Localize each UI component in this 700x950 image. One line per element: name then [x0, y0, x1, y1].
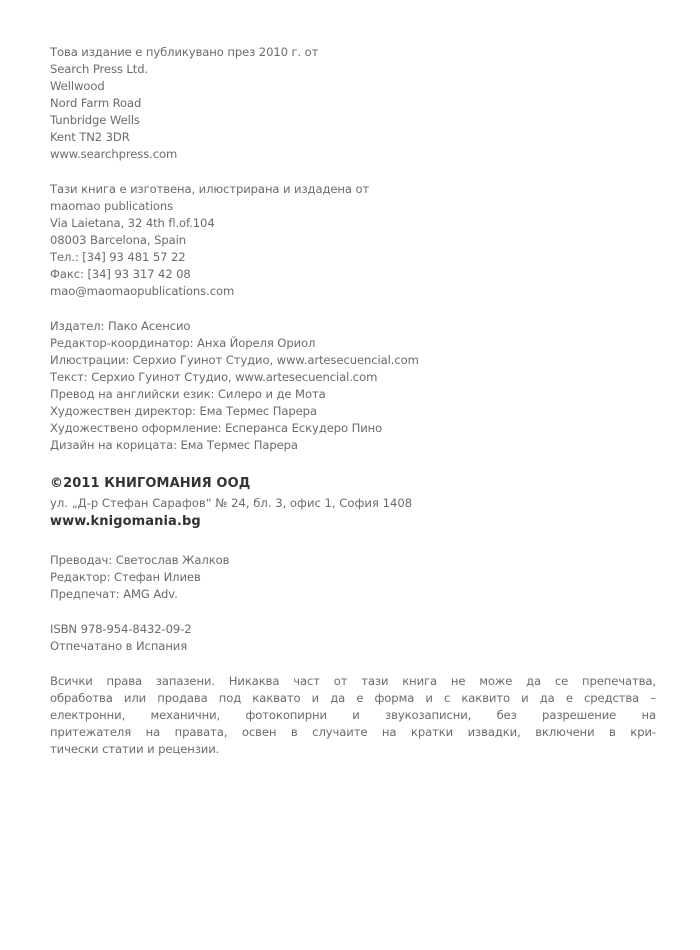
publisher-line: Tunbridge Wells — [50, 113, 140, 127]
credit-line: Илюстрации: Серхио Гуинот Студио, www.artesecuencial.com — [50, 353, 419, 367]
credit-line: Редактор-координатор: Анха Йореля Ориол — [50, 336, 316, 350]
producer-email: mao@maomaopublications.com — [50, 284, 235, 298]
credit-line: Текст: Серхио Гуинот Студио, www.artesecuencial.com — [50, 370, 378, 384]
publisher-line: Wellwood — [50, 79, 105, 93]
rights-line: тически статии и рецензии. — [50, 742, 220, 756]
producer-phone: Тел.: [34] 93 481 57 22 — [50, 250, 186, 264]
credit-line: Превод на английски език: Силеро и де Мота — [50, 387, 326, 401]
publisher-line: Nord Farm Road — [50, 96, 142, 110]
printed-in-line: Отпечатано в Испания — [50, 639, 188, 653]
prepress-line: Предпечат: AMG Adv. — [50, 587, 178, 601]
bg-publisher-block — [50, 474, 656, 532]
publisher-line: Kent TN2 3DR — [50, 130, 130, 144]
rights-notice — [50, 673, 656, 758]
copyright-notice: ©2011 КНИГОМАНИЯ ООД — [50, 476, 251, 491]
publisher-website: www.searchpress.com — [50, 147, 178, 161]
rights-line: електронни, механични, фотокопирни и звукозаписни, без разрешение на — [50, 708, 656, 722]
credit-line: Издател: Пако Асенсио — [50, 319, 191, 333]
publisher-line: Това издание е публикувано през 2010 г. от — [50, 45, 319, 59]
producer-line: maomao publications — [50, 199, 174, 213]
rights-line: обработва или продава под каквато и да е форма и с каквито и да е средства – — [50, 691, 656, 705]
publisher-address: ул. „Д-р Стефан Сарафов“ № 24, бл. 3, офис 1, София 1408 — [50, 496, 413, 510]
credits-block — [50, 318, 656, 454]
rights-line: притежателя на правата, освен в случаите на кратки извадки, включени в кри- — [50, 725, 656, 739]
bg-credits-block — [50, 552, 656, 603]
credit-line: Художествено оформление: Есперанса Ескудеро Пино — [50, 421, 383, 435]
copyright-page — [50, 44, 656, 758]
producer-line: 08003 Barcelona, Spain — [50, 233, 186, 247]
original-publisher-block — [50, 44, 656, 163]
producer-fax: Факс: [34] 93 317 42 08 — [50, 267, 191, 281]
translator-line: Преводач: Светослав Жалков — [50, 553, 230, 567]
publisher-website-link: www.knigomania.bg — [50, 514, 201, 529]
rights-line: Всички права запазени. Никаква част от тази книга не може да се препечатва, — [50, 674, 656, 688]
producer-block — [50, 181, 656, 300]
publisher-line: Search Press Ltd. — [50, 62, 149, 76]
isbn-block — [50, 621, 656, 655]
editor-line: Редактор: Стефан Илиев — [50, 570, 201, 584]
producer-line: Via Laietana, 32 4th fl.of.104 — [50, 216, 215, 230]
credit-line: Художествен директор: Ема Термес Парера — [50, 404, 317, 418]
credit-line: Дизайн на корицата: Ема Термес Парера — [50, 438, 298, 452]
isbn-line: ISBN 978-954-8432-09-2 — [50, 622, 192, 636]
producer-line: Тази книга е изготвена, илюстрирана и издадена от — [50, 182, 370, 196]
